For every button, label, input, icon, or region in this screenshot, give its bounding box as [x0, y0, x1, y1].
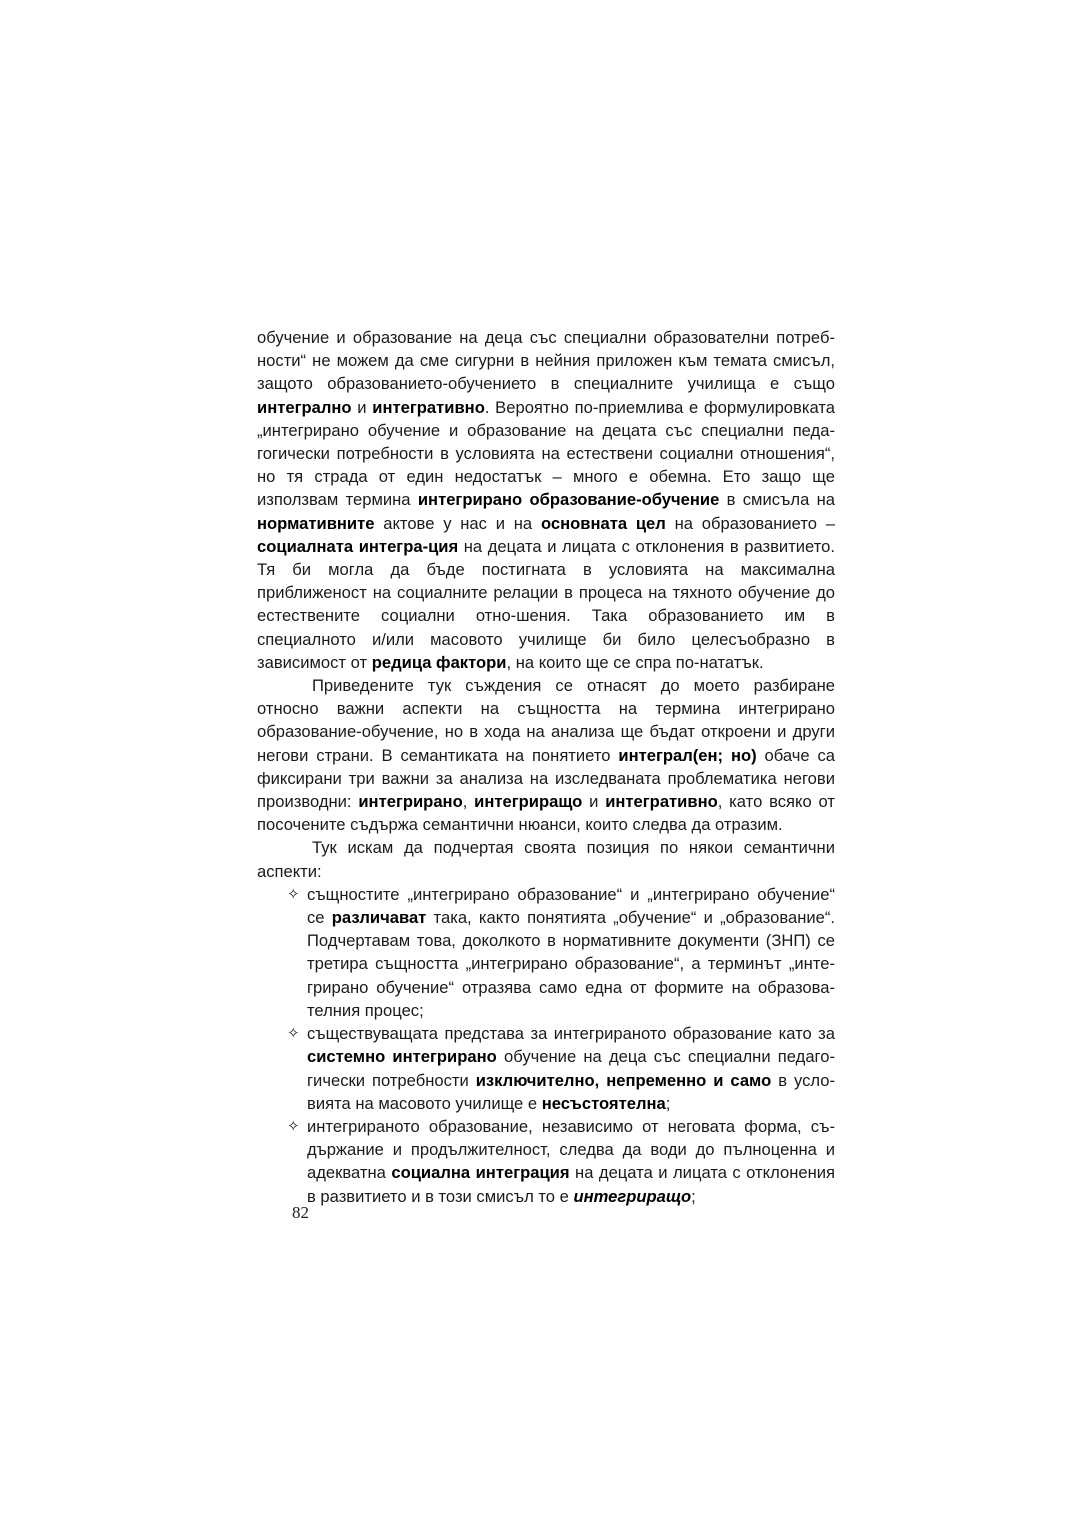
page-number: 82	[292, 1203, 309, 1222]
bold-term: изключително, непременно и само	[475, 1070, 772, 1090]
body-text	[257, 326, 835, 1208]
text-run: така, както понятията „обучение“ и „образование“. Подчертавам това, доколкото в нормативните документи (ЗНП) се третира същността „интегрирано образование“, а терминът „инте-грирано обучение“ отразява само една от формите на образова-телния процес;	[307, 908, 835, 1020]
text-run: и	[582, 792, 606, 812]
text-run: Тук искам да подчертая своята позиция по някои семантични аспекти:	[257, 838, 835, 881]
bold-italic-term: интегриращо	[573, 1186, 692, 1206]
bold-term: различават	[331, 908, 427, 928]
bold-term: несъстоятелна	[541, 1093, 666, 1113]
bullet-list	[257, 883, 835, 1208]
bold-term: редица фактори	[371, 652, 507, 672]
text-run: обучение на деца със специални педаго-гически потребности	[307, 1047, 835, 1090]
text-run: . Вероятно по-приемлива е формулировката „интегрирано обучение и образование на децата със специални педа-гогически потребности в условията на естествени социални отношения“, но тя страда от един недостатък – много е обемна. Ето защо ще използвам термина	[257, 397, 835, 510]
paragraph-2	[257, 674, 835, 836]
bold-term: интегративно	[372, 397, 485, 417]
bold-term: интегративно	[605, 792, 718, 812]
text-run: съществуващата представа за интегрираното образование като за	[307, 1024, 835, 1044]
bold-term: основната цел	[540, 513, 666, 533]
text-run: актове у нас и на	[374, 513, 541, 533]
text-run: на образованието –	[665, 513, 836, 533]
text-run: интегрираното образование, независимо от неговата форма, съ-държание и продължителност, следва да води до пълноценна и адекватна	[307, 1116, 835, 1183]
text-run: ,	[462, 792, 475, 812]
bold-term: интегрирано	[358, 792, 463, 812]
bold-term: интегриращо	[474, 792, 583, 812]
text-run: същностите „интегрирано образование“ и „интегрирано обучение“ се	[307, 884, 835, 928]
text-run: обучение и образование на деца със специални образователни потреб-ности“ не можем да сме сигурни в нейния приложен към темата смисъл, защото образованието-обучението в специалните училища е също	[257, 328, 835, 394]
bold-term: интеграл(ен; но)	[618, 745, 757, 765]
bold-term: системно интегрирано	[307, 1047, 497, 1067]
text-run: в усло-вията на масовото училище е	[307, 1070, 835, 1113]
text-run: ;	[665, 1093, 671, 1113]
bullet-item-1	[257, 883, 835, 1022]
bold-term: интегрирано образование-обучение	[417, 490, 720, 510]
bold-term: нормативните	[257, 513, 375, 533]
text-run: в смисъла на	[719, 490, 835, 510]
bullet-item-2	[257, 1022, 835, 1115]
bold-term: социална интеграция	[391, 1163, 570, 1183]
text-run: на децата и лицата с отклонения в развитието. Тя би могла да бъде постигната в условията на максимална приближеност на социалните релации в процеса на тяхното обучение до естествените социални отно-шения. Така образованието им в специалното и/или масовото училище би било целесъобразно в зависимост от	[257, 536, 835, 672]
four-point-star-bullet-icon: ✧	[287, 1025, 300, 1043]
four-point-star-bullet-icon: ✧	[287, 885, 300, 903]
text-run: Приведените тук съждения се отнасят до моето разбиране относно важни аспекти на същността на термина интегрирано образование-обучение, но в хода на анализа ще бъдат откроени и други негови страни. В семантиката на понятието	[257, 676, 835, 765]
text-run: на децата и лицата с отклонения в развитието и в този смисъл то е	[307, 1163, 836, 1206]
text-run: и	[351, 397, 373, 417]
text-run: ;	[691, 1186, 696, 1206]
text-run: , на които ще се спра по-нататък.	[506, 652, 764, 672]
bullet-item-3	[257, 1115, 835, 1208]
four-point-star-bullet-icon: ✧	[287, 1117, 300, 1135]
paragraph-1	[257, 326, 835, 674]
text-run: обаче са фиксирани три важни за анализа на изследваната проблематика негови производни:	[257, 745, 836, 812]
text-run: , като всяко от посочените съдържа семантични нюанси, които следва да отразим.	[257, 792, 835, 835]
bold-term: интегрално	[257, 397, 352, 417]
bold-term: социалната интегра-ция	[257, 536, 459, 556]
paragraph-3	[257, 836, 835, 882]
